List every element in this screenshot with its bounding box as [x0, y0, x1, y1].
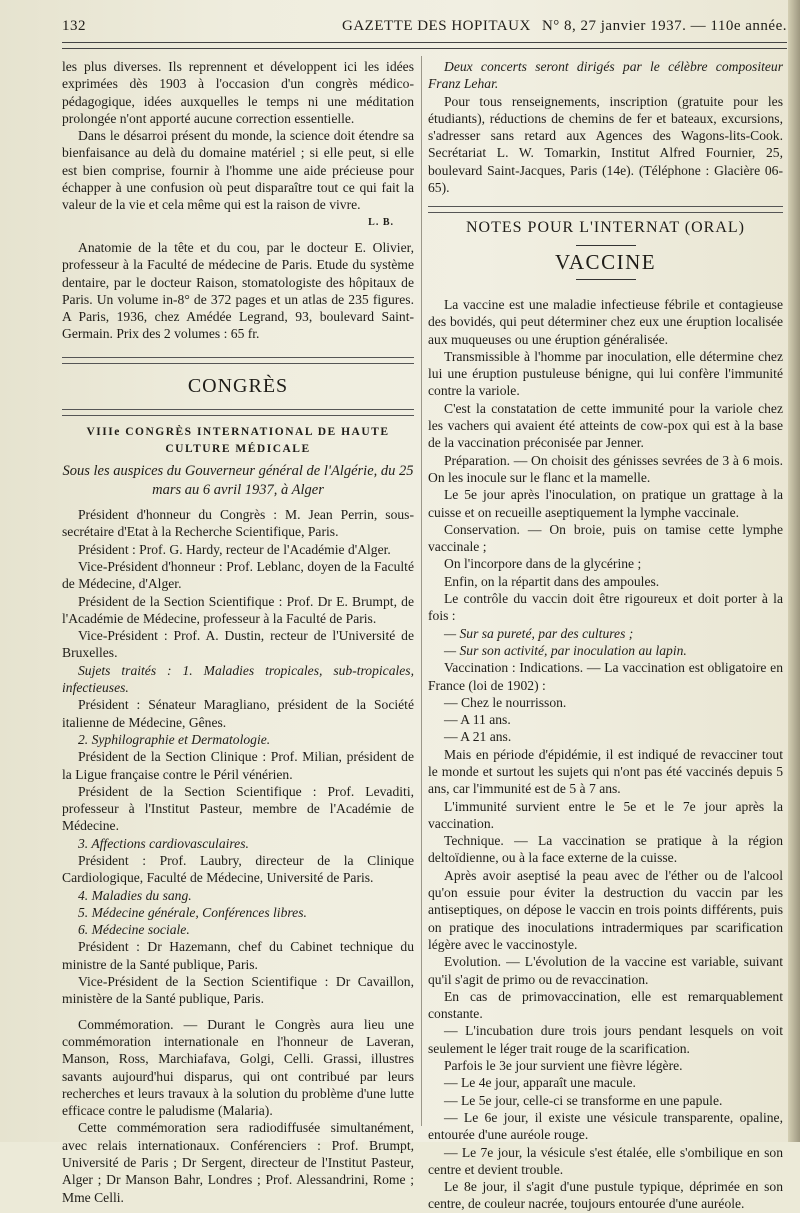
congress-item: Président : Prof. G. Hardy, recteur de l'Académie d'Alger.	[78, 541, 391, 557]
article-paragraph: C'est la constatation de cette immunité pour la variole chez les vachers qui avaient été atteints de cow-pox qui est à la base de la vaccination préconisée par Jenner.	[428, 400, 783, 451]
article-paragraph: Enfin, on la répartit dans des ampoules.	[444, 573, 660, 589]
article-paragraph: — Le 4e jour, apparaît une macule.	[444, 1075, 636, 1091]
article-paragraph: Mais en période d'épidémie, il est indiqué de revacciner tout le monde et surtout les sujets qui n'ont pas été vaccinés depuis 5 ans, car l'immunité est de 5 à 7 ans.	[428, 746, 783, 797]
signature: L. B.	[368, 216, 394, 228]
article-paragraph: Conservation. — On broie, puis on tamise cette lymphe vaccinale ;	[428, 521, 783, 555]
paragraph: les plus diverses. Ils reprennent et développent ici les idées exprimées dès 1903 à l'occasion d'un congrès médico-pédagogique, idées auxquelles le temps ni une méditation prolongée n'ont apporté aucune correction essentielle.	[62, 59, 414, 126]
congress-item: Président de la Section Scientifique : Prof. Levaditi, professeur à l'Institut Pasteur, membre de l'Académie de Médecine.	[62, 783, 414, 834]
congress-item: 5. Médecine générale, Conférences libres.	[78, 904, 307, 920]
article-paragraph: Evolution. — L'évolution de la vaccine est variable, suivant qu'il s'agit de primo ou de revaccination.	[428, 954, 783, 987]
congress-auspices: Sous les auspices du Gouverneur général de l'Algérie, du 25 mars au 6 avril 1937, à Alger	[62, 463, 414, 499]
article-paragraph: Technique. — La vaccination se pratique à la région deltoïdienne, ou à la face externe de la cuisse.	[428, 833, 783, 866]
issue-info: N° 8, 27 janvier 1937. — 110e année.	[541, 18, 787, 34]
congress-item: Président d'honneur du Congrès : M. Jean Perrin, sous-secrétaire d'Etat à la Recherche Scientifique, Paris.	[62, 507, 414, 540]
paragraph: Dans le désarroi présent du monde, la science doit étendre sa bienfaisance au delà du domaine matériel ; si elle peut, si elle est bien comprise, fournir à l'homme une aide précieuse pour échapper à une confusion où peut disparaître tout ce qui fait la valeur de la vie et cela même qui est la raison de vivre.	[62, 128, 414, 213]
short-rule	[576, 279, 636, 280]
article-paragraph: Préparation. — On choisit des génisses sevrées de 3 à 6 mois. On les inocule sur le flanc et la mamelle.	[428, 452, 783, 485]
article-paragraph: — Le 7e jour, la vésicule s'est étalée, elle s'ombilique en son centre et devient trouble.	[428, 1144, 783, 1177]
congress-item: 4. Maladies du sang.	[78, 887, 192, 903]
article-paragraph: Le 8e jour, il s'agit d'une pustule typique, déprimée en son centre, de couleur nacrée, toujours entourée d'une auréole.	[428, 1179, 783, 1212]
article-paragraph: L'immunité survient entre le 5e et le 7e jour après la vaccination.	[428, 798, 783, 831]
right-column	[428, 58, 783, 1213]
section-rule	[62, 409, 414, 416]
page-header	[62, 18, 787, 40]
congress-item: Président de la Section Clinique : Prof. Milian, président de la Ligue française contre le Péril vénérien.	[62, 749, 414, 782]
article-paragraph: Le 5e jour après l'inoculation, on pratique un grattage à la cuisse et on recueille aseptiquement la lymphe vaccinale.	[428, 487, 783, 520]
article-paragraph: — Sur sa pureté, par des cultures ;	[444, 625, 634, 641]
congress-item: Président : Dr Hazemann, chef du Cabinet technique du ministre de la Santé publique, Paris.	[62, 939, 414, 972]
paragraph: Deux concerts seront dirigés par le célèbre compositeur Franz Lehar.	[428, 59, 783, 92]
section-title-congres: CONGRÈS	[187, 374, 289, 397]
congress-item: Vice-Président d'honneur : Prof. Leblanc, doyen de la Faculté de Médecine, d'Alger.	[62, 558, 414, 592]
congress-item: 3. Affections cardiovasculaires.	[78, 835, 249, 851]
article-paragraph: — A 21 ans.	[444, 729, 512, 745]
journal-title: GAZETTE DES HOPITAUX	[342, 18, 531, 34]
page-number: 132	[62, 18, 86, 34]
article-paragraph: — A 11 ans.	[444, 712, 511, 728]
article-paragraph: Après avoir aseptisé la peau avec de l'éther ou de l'alcool qu'on essuie pour éviter la destruction du vaccin par les antiseptiques, on dépose le vaccin en trois points différents, puis on pratique des inoculations intradermiques par scarification légère avec le vaccinostyle.	[428, 867, 783, 952]
article-paragraph: Le contrôle du vaccin doit être rigoureux et doit porter à la fois :	[428, 591, 783, 624]
left-column	[62, 58, 414, 1206]
congress-item: Vice-Président : Prof. A. Dustin, recteur de l'Université de Bruxelles.	[62, 628, 414, 661]
header-rule	[62, 42, 787, 49]
congress-item: Président : Prof. Laubry, directeur de la Clinique Cardiologique, Faculté de Médecine, Université de Paris.	[62, 852, 414, 886]
article-paragraph: — L'incubation dure trois jours pendant lesquels on voit seulement le léger trait rouge de la scarification.	[428, 1023, 783, 1056]
notes-title: NOTES POUR L'INTERNAT (ORAL)	[465, 219, 746, 237]
article-paragraph: On l'incorpore dans de la glycérine ;	[444, 556, 642, 572]
page-edge	[788, 0, 800, 1142]
commemoration-paragraph: Commémoration. — Durant le Congrès aura lieu une commémoration internationale en l'honneur de Laveran, Manson, Ross, Marchiafava, Golgi, Celli. Grassi, illustres savants aujourd'hui disparus, qui ont contribué par leurs recherches et leurs travaux à la solution du problème d'une lutte efficace contre le paludisme (Malaria).	[62, 1016, 414, 1119]
commemoration-paragraph: Cette commémoration sera radiodiffusée simultanément, avec relais internationaux. Conférenciers : Prof. Brumpt, Université de Paris ; Dr Sergent, directeur de l'Institut Pasteur, Alger ; Dr Manson Bahr, Londres ; Prof. Alessandrini, Rome ; Mme Celli.	[62, 1120, 414, 1205]
section-rule	[62, 357, 414, 364]
article-paragraph: Transmissible à l'homme par inoculation, elle détermine chez lui une éruption pustuleuse bénigne, qui lui confère l'immunité contre la variole.	[428, 348, 783, 399]
congress-item: Sujets traités : 1. Maladies tropicales, sub-tropicales, infectieuses.	[62, 662, 414, 696]
congress-item: Président : Sénateur Maragliano, président de la Société italienne de Médecine, Gênes.	[62, 697, 414, 730]
congress-item: Vice-Président de la Section Scientifique : Dr Cavaillon, ministère de la Santé publique, Paris.	[62, 974, 414, 1007]
article-paragraph: — Le 5e jour, celle-ci se transforme en une papule.	[444, 1092, 723, 1108]
section-rule	[428, 206, 783, 213]
article-paragraph: La vaccine est une maladie infectieuse fébrile et contagieuse des bovidés, qui peut déterminer chez eux une éruption localisée aux muqueuses ou une éruption généralisée.	[428, 296, 783, 347]
article-paragraph: Vaccination : Indications. — La vaccination est obligatoire en France (loi de 1902) :	[428, 660, 783, 693]
column-divider	[421, 56, 422, 1126]
paragraph: Pour tous renseignements, inscription (gratuite pour les étudiants), réductions de chemins de fer et bateaux, excursions, s'adresser sans retard aux Agences des Wagons-lits-Cook. Secrétariat L. W. Tomarkin, Institut Alfred Fournier, 25, boulevard Saint-Jacques, Paris (14e). (Téléphone : Glacière 06-65).	[428, 93, 783, 196]
article-paragraph: — Le 6e jour, il existe une vésicule transparente, opaline, entourée d'une auréole rouge.	[428, 1109, 783, 1143]
article-paragraph: En cas de primovaccination, elle est remarquablement constante.	[428, 988, 783, 1022]
congress-item: 2. Syphilographie et Dermatologie.	[78, 731, 271, 747]
congress-item: 6. Médecine sociale.	[78, 922, 190, 938]
congress-item: Président de la Section Scientifique : Prof. Dr E. Brumpt, de l'Académie de Médecine, professeur à la Faculté de Paris.	[62, 593, 414, 626]
article-paragraph: — Chez le nourrisson.	[444, 694, 567, 710]
book-review: Anatomie de la tête et du cou, par le docteur E. Olivier, professeur à la Faculté de médecine de Paris. Etude du système dentaire, par le docteur Raison, stomatologiste des hôpitaux de Paris. Un volume in-8° de 372 pages et un atlas de 235 figures. A Paris, 1936, chez Amédée Legrand, 93, boulevard Saint-Germain. Prix des 2 volumes : 65 fr.	[62, 239, 414, 342]
congress-heading: VIIIe CONGRÈS INTERNATIONAL DE HAUTE CULTURE MÉDICALE	[86, 426, 390, 456]
article-paragraph: Parfois le 3e jour survient une fièvre légère.	[444, 1058, 683, 1074]
short-rule	[576, 245, 636, 246]
article-title: VACCINE	[554, 249, 657, 274]
article-paragraph: — Sur son activité, par inoculation au lapin.	[444, 642, 687, 658]
